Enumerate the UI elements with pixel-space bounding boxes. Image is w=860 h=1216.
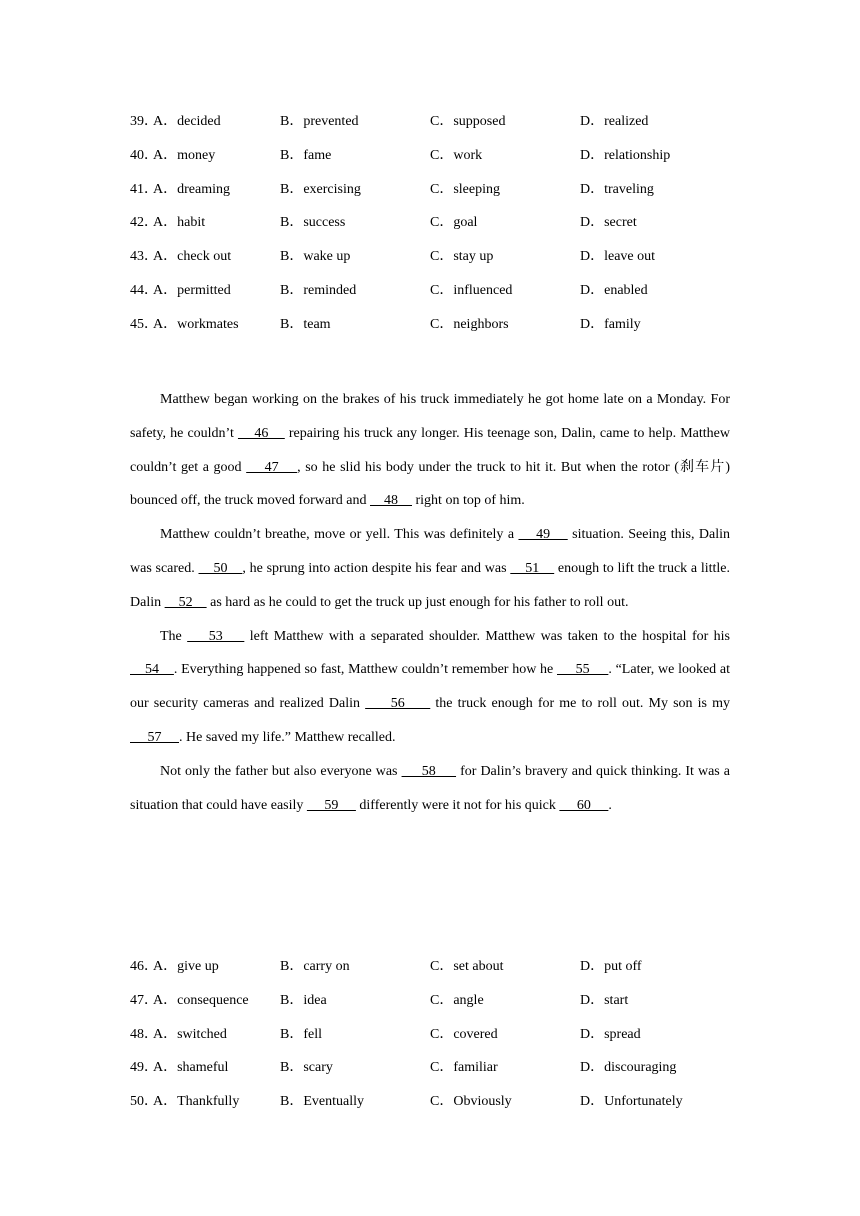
passage-text: , he sprung into action despite his fear and was: [242, 560, 511, 576]
blank-58: 58: [401, 763, 457, 779]
option-b: B．exercising: [280, 181, 361, 197]
passage-text: . He saved my life.” Matthew recalled.: [179, 729, 396, 745]
option-d: D．secret: [580, 215, 637, 231]
question-number: 50．: [130, 1094, 158, 1110]
blank-54: 54: [130, 662, 174, 678]
option-d: D．realized: [580, 114, 649, 129]
blank-51: 51: [510, 560, 555, 576]
option-c: C．stay up: [430, 249, 494, 265]
question-row-45: [130, 315, 740, 349]
passage-paragraph-2: [130, 518, 730, 619]
option-b: B．wake up: [280, 249, 351, 265]
option-d: D．enabled: [580, 282, 648, 298]
option-b: B．scary: [280, 1060, 333, 1076]
option-a: A．money: [153, 147, 216, 163]
option-d: D．relationship: [580, 147, 671, 163]
passage-text: for Dalin’s bravery and quick thinking. It was a situation that could have easily: [130, 763, 731, 813]
passage-text: the truck enough for me to roll out. My son is my: [430, 696, 731, 712]
option-c: C．Obviously: [430, 1094, 512, 1110]
option-c: C．influenced: [430, 282, 513, 298]
option-b: B．carry on: [280, 959, 350, 974]
passage-text: right on top of him.: [412, 493, 525, 509]
option-b: B．fell: [280, 1026, 322, 1042]
option-d: D．traveling: [580, 181, 654, 197]
option-b: B．prevented: [280, 114, 359, 129]
option-c: C．familiar: [430, 1060, 498, 1076]
question-row-40: [130, 146, 740, 180]
option-c: C．goal: [430, 215, 478, 231]
question-number: 39．: [130, 114, 158, 129]
option-b: B．success: [280, 215, 346, 231]
option-a: A．habit: [153, 215, 206, 231]
option-c: C．sleeping: [430, 181, 500, 197]
option-b: B．team: [280, 316, 331, 332]
question-row-48: [130, 1025, 740, 1059]
question-number: 47．: [130, 992, 158, 1008]
option-a: A．check out: [153, 249, 232, 265]
option-c: C．supposed: [430, 114, 506, 129]
option-a: A．decided: [153, 114, 221, 129]
option-b: B．idea: [280, 992, 327, 1008]
question-row-47: [130, 991, 740, 1025]
option-b: B．fame: [280, 147, 332, 163]
option-a: A．permitted: [153, 282, 231, 298]
passage-text: The: [160, 628, 188, 644]
option-c: C．set about: [430, 959, 504, 974]
option-a: A．workmates: [153, 316, 239, 332]
passage-paragraph-4: [130, 755, 730, 823]
blank-47: 47: [246, 459, 298, 475]
option-d: D．family: [580, 316, 641, 332]
option-a: A．shameful: [153, 1060, 229, 1076]
passage-text: left Matthew with a separated shoulder. Matthew was taken to the hospital for his: [244, 628, 731, 644]
question-row-43: [130, 247, 740, 281]
question-number: 44．: [130, 282, 158, 298]
blank-46: 46: [237, 425, 285, 441]
passage-text: Matthew began working on the brakes of his truck immediately he got home late on a Monday. For safety, he couldn’t: [130, 392, 730, 441]
passage-text: enough to lift the truck a little. Dalin: [130, 560, 731, 610]
blank-53: 53: [187, 628, 245, 644]
passage-text: differently were it not for his quick: [355, 797, 560, 813]
blank-48: 48: [370, 493, 412, 509]
passage-paragraph-3: [130, 620, 730, 755]
question-row-39: [130, 112, 740, 146]
options-block-top: [130, 112, 740, 349]
blank-57: 57: [130, 729, 179, 745]
option-a: A．consequence: [153, 992, 249, 1008]
option-d: D．discouraging: [580, 1060, 677, 1076]
blank-50: 50: [198, 560, 243, 576]
option-b: B．reminded: [280, 282, 357, 298]
option-d: D．spread: [580, 1026, 641, 1042]
blank-49: 49: [518, 527, 568, 543]
passage-text: Matthew couldn’t breathe, move or yell. This was definitely a: [160, 527, 519, 543]
blank-59: 59: [306, 797, 356, 813]
question-number: 41．: [130, 181, 158, 197]
option-a: A．Thankfully: [153, 1094, 240, 1110]
question-number: 46．: [130, 959, 158, 974]
blank-60: 60: [559, 797, 609, 813]
option-d: D．put off: [580, 959, 642, 974]
option-c: C．covered: [430, 1026, 498, 1042]
option-d: D．leave out: [580, 249, 656, 265]
options-block-bottom: [130, 957, 740, 1126]
passage-text: situation. Seeing this, Dalin was scared.: [130, 527, 730, 576]
question-row-50: [130, 1092, 740, 1126]
question-number: 42．: [130, 215, 158, 231]
passage-text: .: [608, 797, 612, 813]
question-number: 45．: [130, 316, 158, 332]
option-d: D．Unfortunately: [580, 1094, 683, 1110]
passage-text: repairing his truck any longer. His teenage son, Dalin, came to help. Matthew couldn’t get a good: [130, 425, 730, 475]
question-number: 48．: [130, 1026, 158, 1042]
passage-text: as hard as he could to get the truck up just enough for his father to roll out.: [206, 594, 629, 610]
passage-text: . Everything happened so fast, Matthew couldn’t remember how he: [173, 662, 557, 678]
question-row-46: [130, 957, 740, 991]
option-b: B．Eventually: [280, 1094, 364, 1110]
question-row-44: [130, 281, 740, 315]
cloze-passage: [130, 383, 730, 822]
passage-text: Not only the father but also everyone was: [160, 763, 402, 779]
passage-text: . “Later, we looked at our security cameras and realized Dalin: [130, 662, 731, 712]
question-row-42: [130, 213, 740, 247]
option-c: C．work: [430, 147, 483, 163]
question-number: 43．: [130, 249, 158, 265]
blank-56: 56: [365, 696, 431, 712]
blank-55: 55: [557, 662, 609, 678]
question-row-41: [130, 180, 740, 214]
question-number: 40．: [130, 147, 158, 163]
option-a: A．dreaming: [153, 181, 230, 197]
option-c: C．angle: [430, 992, 484, 1008]
option-d: D．start: [580, 992, 629, 1008]
option-c: C．neighbors: [430, 316, 509, 332]
question-row-49: [130, 1058, 740, 1092]
passage-text: , so he slid his body under the truck to hit it. But when the rotor (刹车片) bounced off, the truck moved forward and: [130, 459, 730, 509]
option-a: A．give up: [153, 959, 219, 974]
blank-52: 52: [164, 594, 207, 610]
question-number: 49．: [130, 1060, 158, 1076]
passage-paragraph-1: [130, 383, 730, 518]
option-a: A．switched: [153, 1026, 227, 1042]
